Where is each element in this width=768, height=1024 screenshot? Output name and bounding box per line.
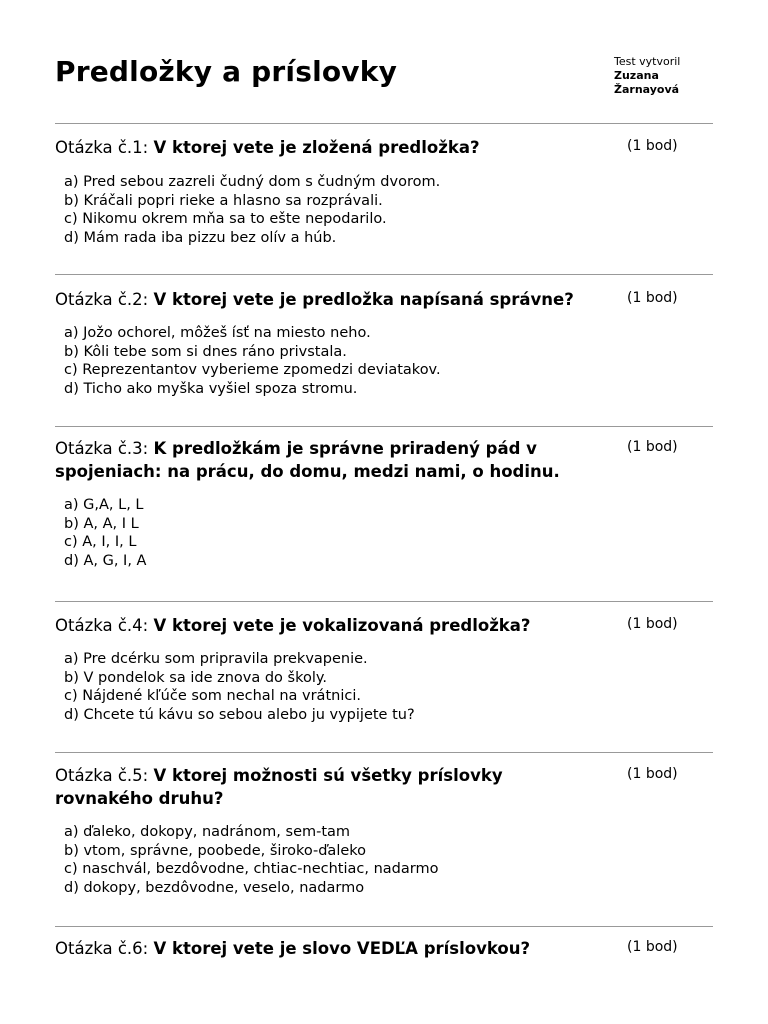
answer-option-c: c) Nájdené kľúče som nechal na vrátnici. [64,688,361,704]
question-1 [55,124,713,274]
question-text: V ktorej vete je zložená predložka? [153,138,480,157]
question-points: (1 bod) [627,939,678,955]
answer-option-a: a) ďaleko, dokopy, nadránom, sem-tam [64,824,351,840]
answer-option-d: d) Chcete tú kávu so sebou alebo ju vypijete tu? [64,706,415,723]
answer-option-d: d) A, G, I, A [64,552,147,569]
question-number: Otázka č.3: [55,439,149,458]
question-text: V ktorej možnosti sú všetky príslovky rovnakého druhu? [55,766,503,808]
question-heading [55,288,713,311]
answer-option-a: a) Pred sebou zazreli čudný dom s čudným dvorom. [64,174,441,190]
answer-option-d: d) Ticho ako myška vyšiel spoza stromu. [64,380,358,397]
answer-option-a: a) G,A, L, L [64,497,144,513]
question-5 [55,753,713,926]
question-points: (1 bod) [627,766,678,782]
answer-options [55,324,713,398]
worksheet-page [55,0,713,997]
answer-option-d: d) Mám rada iba pizzu bez olív a húb. [64,229,337,246]
author-first-name: Zuzana [614,69,659,82]
question-3 [55,427,713,601]
question-number: Otázka č.5: [55,766,149,785]
answer-options [55,823,713,897]
answer-option-c: c) A, I, I, L [64,534,137,550]
question-4 [55,602,713,752]
answer-option-b: b) V pondelok sa ide znova do školy. [64,669,327,686]
answer-options [55,650,713,724]
answer-option-a: a) Jožo ochorel, môžeš ísť na miesto neho. [64,325,371,341]
author-label: Test vytvoril [614,55,681,68]
question-number: Otázka č.1: [55,138,149,157]
question-heading [55,937,713,960]
question-heading [55,764,713,810]
question-number: Otázka č.2: [55,290,149,309]
question-points: (1 bod) [627,439,678,455]
answer-option-c: c) Reprezentantov vyberieme zpomedzi deviatakov. [64,362,441,378]
answer-option-b: b) Kôli tebe som si dnes ráno privstala. [64,343,347,360]
question-heading [55,614,713,637]
answer-option-b: b) vtom, správne, poobede, široko-ďaleko [64,842,367,859]
question-points: (1 bod) [627,138,678,154]
answer-option-c: c) Nikomu okrem mňa sa to ešte nepodarilo. [64,211,387,227]
question-points: (1 bod) [627,290,678,306]
question-number: Otázka č.4: [55,616,149,635]
answer-option-c: c) naschvál, bezdôvodne, chtiac-nechtiac, nadarmo [64,861,439,877]
worksheet-header [55,0,713,123]
question-number: Otázka č.6: [55,939,149,958]
author-block [614,55,680,97]
question-points: (1 bod) [627,616,678,632]
answer-options [55,496,713,570]
answer-options [55,173,713,247]
answer-option-b: b) A, A, I L [64,515,139,532]
question-2 [55,275,713,426]
question-text: V ktorej vete je vokalizovaná predložka? [153,616,531,635]
answer-option-b: b) Kráčali popri rieke a hlasno sa rozprávali. [64,192,383,209]
answer-option-d: d) dokopy, bezdôvodne, veselo, nadarmo [64,879,365,896]
answer-option-a: a) Pre dcérku som pripravila prekvapenie. [64,651,368,667]
page-title: Predložky a príslovky [55,55,398,88]
question-6 [55,927,713,997]
question-heading [55,437,713,483]
question-text: K predložkám je správne priradený pád v spojeniach: na prácu, do domu, medzi nami, o hodinu. [55,439,560,481]
author-last-name: Žarnayová [614,83,680,96]
question-text: V ktorej vete je slovo VEDĽA príslovkou? [153,939,531,958]
question-heading [55,136,713,159]
question-text: V ktorej vete je predložka napísaná správne? [153,290,574,309]
